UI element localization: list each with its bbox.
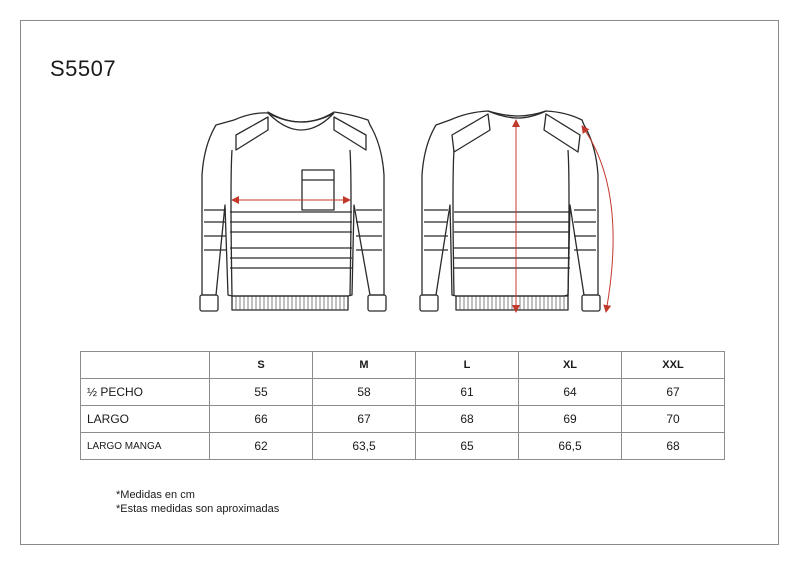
size-header-s: S — [210, 352, 313, 379]
size-header-xxl: XXL — [622, 352, 725, 379]
table-row — [81, 433, 725, 460]
footnote-units: *Medidas en cm — [116, 489, 195, 501]
sweater-back — [420, 111, 600, 311]
table-cell: 66,5 — [519, 433, 622, 460]
table-row — [81, 379, 725, 406]
product-code: S5507 — [50, 56, 117, 81]
table-cell: 67 — [313, 406, 416, 433]
table-cell: 64 — [519, 379, 622, 406]
table-cell: 62 — [210, 433, 313, 460]
size-header-m: M — [313, 352, 416, 379]
table-cell: 70 — [622, 406, 725, 433]
table-cell: 68 — [416, 406, 519, 433]
table-cell: 58 — [313, 379, 416, 406]
footnotes — [116, 488, 279, 516]
table-cell: 67 — [622, 379, 725, 406]
row-label: LARGO MANGA — [81, 433, 210, 460]
table-header-row — [81, 352, 725, 379]
size-header-l: L — [416, 352, 519, 379]
table-row — [81, 406, 725, 433]
table-cell: 69 — [519, 406, 622, 433]
table-corner-cell — [81, 352, 210, 379]
table-cell: 61 — [416, 379, 519, 406]
footnote-approximate: *Estas medidas son aproximadas — [116, 503, 280, 515]
table-cell: 65 — [416, 433, 519, 460]
table-cell: 68 — [622, 433, 725, 460]
table-cell: 66 — [210, 406, 313, 433]
row-label: LARGO — [81, 406, 210, 433]
table-cell: 55 — [210, 379, 313, 406]
size-header-xl: XL — [519, 352, 622, 379]
row-label: ½ PECHO — [81, 379, 210, 406]
table-cell: 63,5 — [313, 433, 416, 460]
size-chart-table — [80, 351, 725, 460]
sweater-front — [200, 112, 386, 311]
